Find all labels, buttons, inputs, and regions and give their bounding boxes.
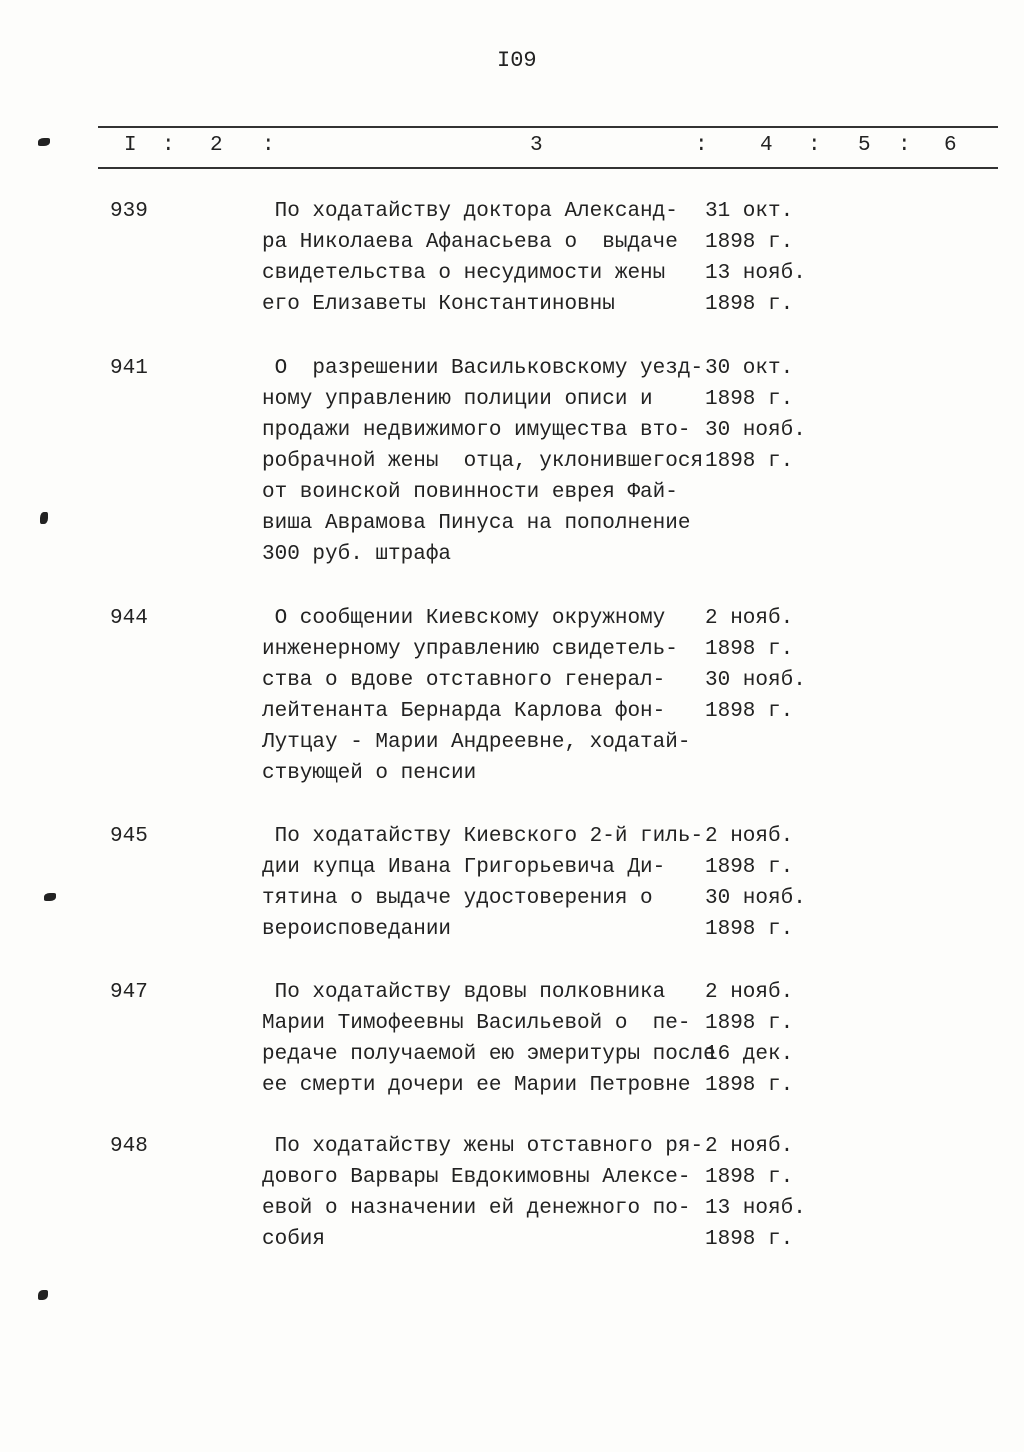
entry-date: 1898 г. — [705, 1166, 794, 1189]
entry-date: 1898 г. — [705, 1012, 794, 1035]
entry-text-line: продажи недвижимого имущества вто- — [262, 419, 691, 442]
entry-date: 1898 г. — [705, 293, 794, 316]
entry-date: 2 нояб. — [705, 825, 794, 848]
entry-date: 13 нояб. — [705, 262, 806, 285]
entry-date: 31 окт. — [705, 200, 794, 223]
entry-text-line: редаче получаемой ею эмеритуры после — [262, 1043, 716, 1066]
entry-date: 1898 г. — [705, 450, 794, 473]
entry-date: 1898 г. — [705, 918, 794, 941]
entry-date: 2 нояб. — [705, 1135, 794, 1158]
entry-date: 1898 г. — [705, 231, 794, 254]
entry-number: 939 — [110, 200, 148, 223]
entry-date: 2 нояб. — [705, 981, 794, 1004]
entry-text-line: инженерному управлению свидетель- — [262, 638, 678, 661]
entry-text-line: По ходатайству доктора Александ- — [262, 200, 678, 223]
margin-mark — [38, 138, 50, 146]
entry-text-line: дового Варвары Евдокимовны Алексе- — [262, 1166, 691, 1189]
col-header-4: 4 — [760, 134, 773, 157]
entry-text-line: лейтенанта Бернарда Карлова фон- — [262, 700, 666, 723]
entry-text-line: О разрешении Васильковскому уезд- — [262, 357, 704, 380]
col-header-1: I — [124, 134, 137, 157]
entry-date: 1898 г. — [705, 638, 794, 661]
entry-text-line: робрачной жены отца, уклонившегося — [262, 450, 704, 473]
entry-text-line: ее смерти дочери ее Марии Петровне — [262, 1074, 691, 1097]
entry-number: 941 — [110, 357, 148, 380]
entry-text-line: По ходатайству жены отставного ря- — [262, 1135, 704, 1158]
entry-date: 1898 г. — [705, 1074, 794, 1097]
col-header-2: 2 — [210, 134, 223, 157]
col-sep: : — [695, 134, 708, 157]
col-sep: : — [898, 134, 911, 157]
entry-date: 30 нояб. — [705, 887, 806, 910]
page-number: I09 — [497, 48, 537, 73]
entry-text-line: ствующей о пенсии — [262, 762, 477, 785]
entry-number: 944 — [110, 607, 148, 630]
entry-text-line: собия — [262, 1228, 326, 1251]
margin-mark — [44, 893, 56, 901]
entry-date: 1898 г. — [705, 856, 794, 879]
col-sep: : — [262, 134, 275, 157]
entry-text-line: По ходатайству Киевского 2-й гиль- — [262, 825, 704, 848]
col-sep: : — [808, 134, 821, 157]
col-header-6: 6 — [944, 134, 957, 157]
entry-number: 948 — [110, 1135, 148, 1158]
entry-text-line: его Елизаветы Константиновны — [262, 293, 615, 316]
margin-mark — [40, 512, 48, 524]
entry-text-line: от воинской повинности еврея Фай- — [262, 481, 678, 504]
entry-text-line: Лутцау - Марии Андреевне, ходатай- — [262, 731, 691, 754]
entry-text-line: ства о вдове отставного генерал- — [262, 669, 666, 692]
entry-text-line: 300 руб. штрафа — [262, 543, 452, 566]
col-header-5: 5 — [858, 134, 871, 157]
entry-date: 30 окт. — [705, 357, 794, 380]
entry-date: 2 нояб. — [705, 607, 794, 630]
entry-text-line: тятина о выдаче удостоверения о — [262, 887, 653, 910]
margin-mark — [38, 1290, 48, 1300]
header-bottom-rule — [98, 167, 998, 169]
entry-text-line: евой о назначении ей денежного по- — [262, 1197, 691, 1220]
entry-text-line: Марии Тимофеевны Васильевой о пе- — [262, 1012, 691, 1035]
entry-text-line: ному управлению полиции описи и — [262, 388, 653, 411]
entry-text-line: дии купца Ивана Григорьевича Ди- — [262, 856, 666, 879]
entry-date: 13 нояб. — [705, 1197, 806, 1220]
entry-text-line: свидетельства о несудимости жены — [262, 262, 666, 285]
entry-text-line: вероисповедании — [262, 918, 452, 941]
entry-text-line: О сообщении Киевскому окружному — [262, 607, 666, 630]
entry-date: 16 дек. — [705, 1043, 794, 1066]
entry-number: 947 — [110, 981, 148, 1004]
entry-date: 30 нояб. — [705, 669, 806, 692]
entry-text-line: По ходатайству вдовы полковника — [262, 981, 666, 1004]
col-header-3: 3 — [530, 134, 543, 157]
entry-date: 1898 г. — [705, 388, 794, 411]
header-top-rule — [98, 126, 998, 128]
entry-text-line: виша Аврамова Пинуса на пополнение — [262, 512, 691, 535]
entry-date: 30 нояб. — [705, 419, 806, 442]
entry-date: 1898 г. — [705, 700, 794, 723]
col-sep: : — [162, 134, 175, 157]
entry-number: 945 — [110, 825, 148, 848]
entry-text-line: ра Николаева Афанасьева о выдаче — [262, 231, 678, 254]
entry-date: 1898 г. — [705, 1228, 794, 1251]
